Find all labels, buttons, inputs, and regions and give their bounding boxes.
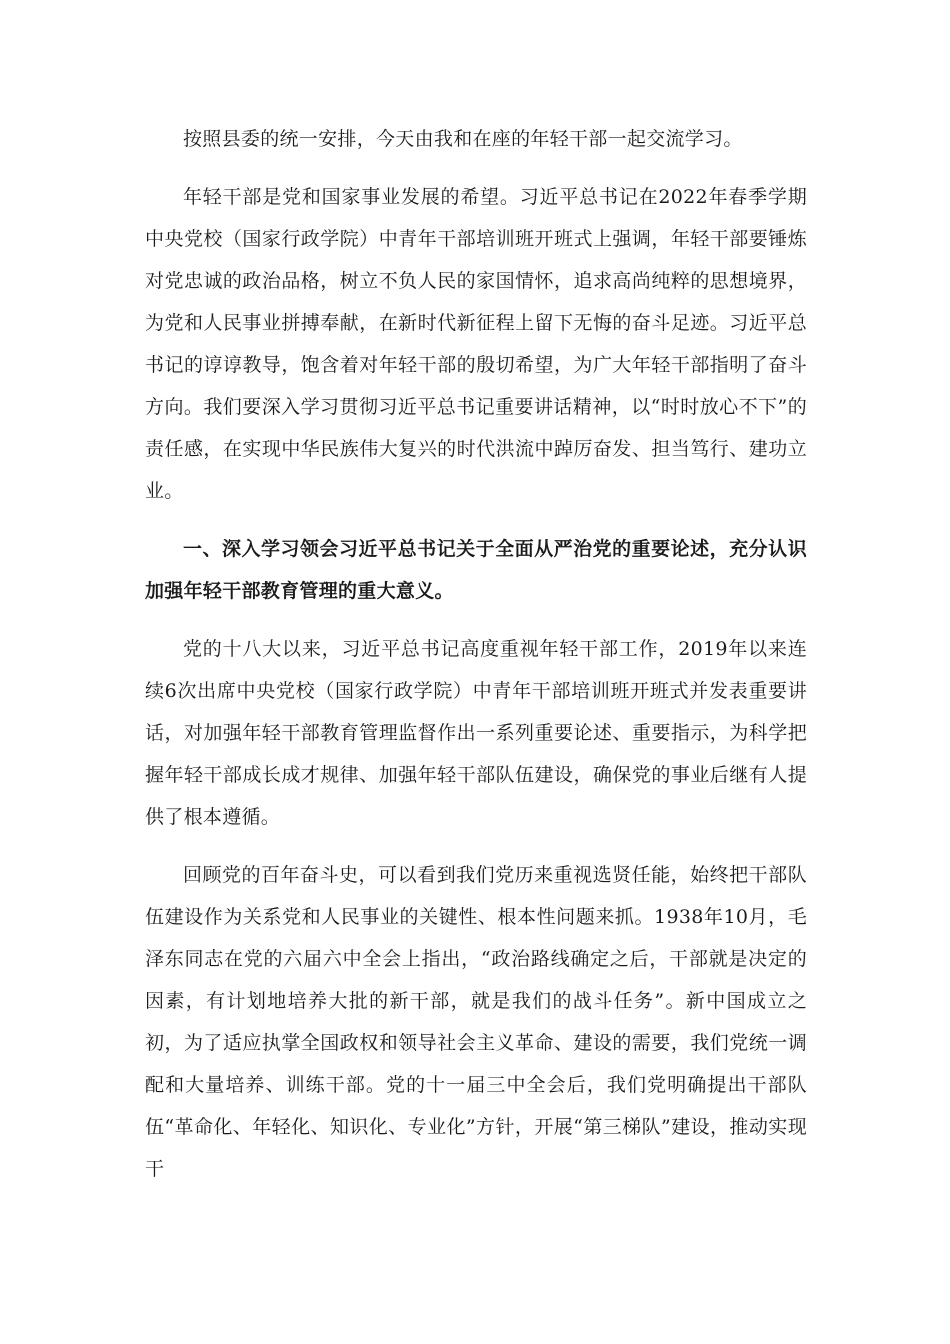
paragraph-party-history: 回顾党的百年奋斗史，可以看到我们党历来重视选贤任能，始终把干部队伍建设作为关系党和人民事业的关键性、根本性问题来抓。1938年10月，毛泽东同志在党的六届六中全会上指出，“政治路线确定之后，干部就是决定的因素，有计划地培养大批的新干部，就是我们的战斗任务”。新中国成立之初，为了适应执掌全国政权和领导社会主义革命、建设的需要，我们党统一调配和大量培养、训练干部。党的十一届三中全会后，我们党明确提出干部队伍“革命化、年轻化、知识化、专业化”方针，开展“第三梯队”建设，推动实现干 <box>145 864 807 1180</box>
section-heading-1: 一、深入学习领会习近平总书记关于全面从严治党的重要论述，充分认识加强年轻干部教育管理的重大意义。 <box>145 538 807 602</box>
paragraph-since-18th-congress: 党的十八大以来，习近平总书记高度重视年轻干部工作，2019年以来连续6次出席中央党校（国家行政学院）中青年干部培训班开班式并发表重要讲话，对加强年轻干部教育管理监督作出一系列重要论述、重要指示，为科学把握年轻干部成长成才规律、加强年轻干部队伍建设，确保党的事业后继有人提供了根本遵循。 <box>145 638 807 828</box>
paragraph-young-cadres-hope: 年轻干部是党和国家事业发展的希望。习近平总书记在2022年春季学期中央党校（国家行政学院）中青年干部培训班开班式上强调，年轻干部要锤炼对党忠诚的政治品格，树立不负人民的家国情怀，追求高尚纯粹的思想境界，为党和人民事业拼搏奉献，在新时代新征程上留下无悔的奋斗足迹。习近平总书记的谆谆教导，饱含着对年轻干部的殷切希望，为广大年轻干部指明了奋斗方向。我们要深入学习贯彻习近平总书记重要讲话精神，以“时时放心不下”的责任感，在实现中华民族伟大复兴的时代洪流中踔厉奋发、担当笃行、建功立业。 <box>145 186 807 502</box>
paragraph-opening: 按照县委的统一安排，今天由我和在座的年轻干部一起交流学习。 <box>183 128 743 150</box>
document-body <box>145 118 807 1206</box>
